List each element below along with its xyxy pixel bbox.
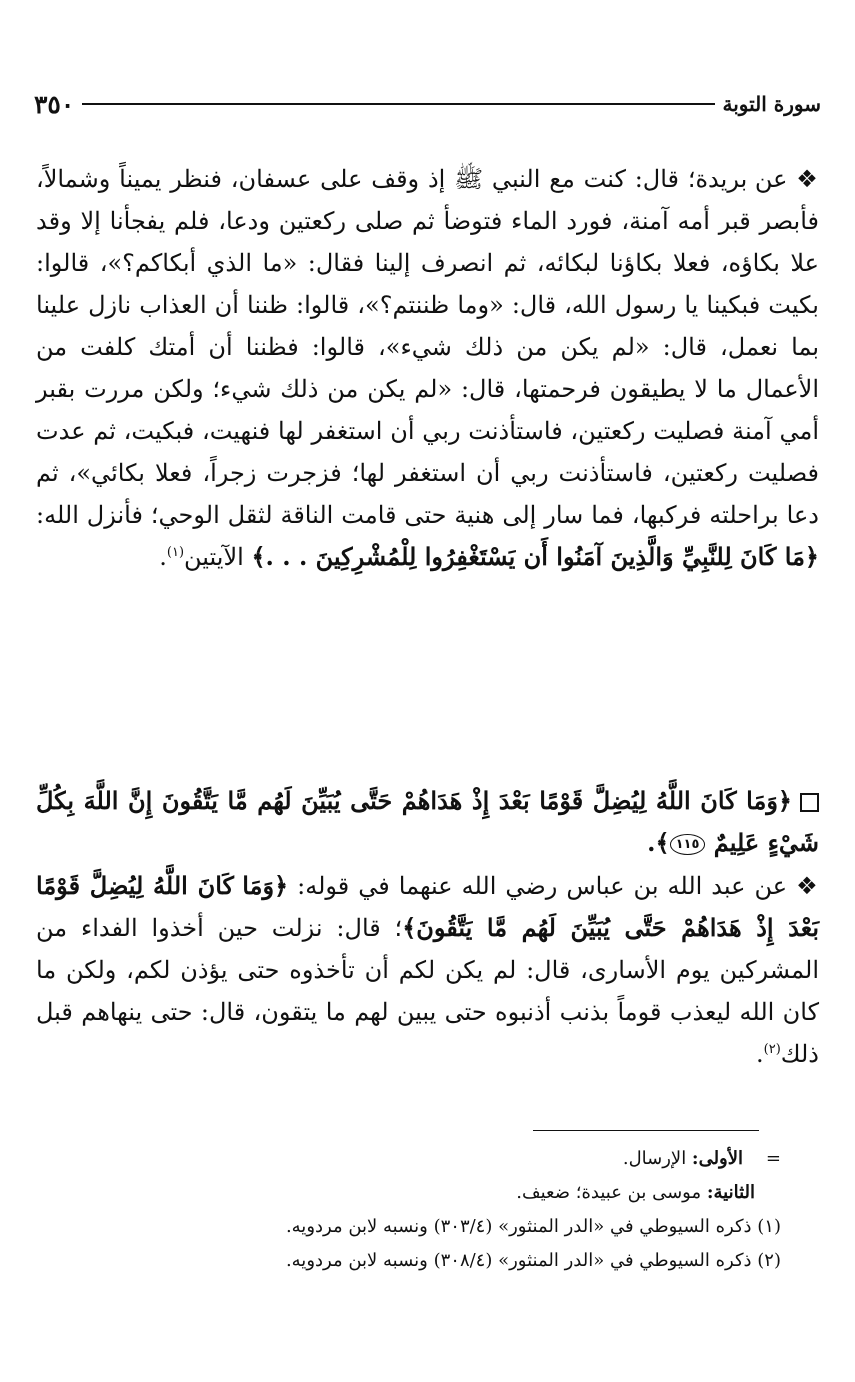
hadith-paragraph-2 — [36, 865, 819, 1075]
ayah-number-badge: ١١٥ — [670, 834, 706, 855]
paragraph-end: . — [159, 543, 167, 571]
verse-close: ﴾. — [647, 828, 670, 857]
hadith-text: عن بريدة؛ قال: كنت مع النبي ﷺ إذ وقف على عسفان، فنظر يميناً وشمالاً، فأبصر قبر أمه آمنة، فورد الماء فتوضأ ثم صلى ركعتين ودعا، فلم يفجأنا إلا وقد علا بكاؤه، فعلا بكاؤنا لبكائه، ثم انصرف إلينا فقال: «ما الذي أبكاكم؟»، قالوا: بكيت فبكينا يا رسول الله، قال: «وما ظننتم؟»، قالوا: ظننا أن العذاب نازل علينا بما نعمل، قال: «لم يكن من ذلك شيء»، قالوا: فظننا أن أمتك كلفت من الأعمال ما لا يطيقون فرحمتها، قال: «لم يكن من ذلك شيء؛ ولكن مررت بقبر أمي آمنة فصليت ركعتين، فاستأذنت ربي أن استغفر لها فنهيت، فبكيت، ثم عدت فصليت ركعتين، فاستأذنت ربي أن استغفر لها؛ فزجرت زجراً، فعلا بكائي»، ثم دعا براحلته فركبها، فما سار إلى هنية حتى قامت الناقة لثقل الوحي؛ فأنزل الله: — [36, 165, 820, 529]
paragraph-end: . — [755, 1040, 764, 1068]
footnote-text: موسى بن عبيدة؛ ضعيف. — [516, 1182, 707, 1203]
quran-quote: ﴿مَا كَانَ لِلنَّبِيِّ وَالَّذِينَ آمَنُوا أَن يَسْتَغْفِرُوا لِلْمُشْرِكِينَ . . .﴾ — [251, 542, 819, 571]
hadith-text: عن عبد الله بن عباس رضي الله عنهما في قوله: — [288, 872, 788, 900]
verse-block — [36, 780, 819, 864]
page-header — [34, 84, 821, 124]
footnote-text: الإرسال. — [622, 1148, 692, 1169]
page-number: ٣٥٠ — [34, 89, 75, 119]
verse-square-icon — [800, 793, 819, 812]
verse-text: ﴿وَمَا كَانَ اللَّهُ لِيُضِلَّ قَوْمًا بَعْدَ إِذْ هَدَاهُمْ حَتَّى يُبَيِّنَ لَهُم مَّا يَتَّقُونَ إِنَّ اللَّهَ بِكُلِّ شَيْءٍ عَلِيمٌ — [36, 786, 819, 857]
paragraph-marker-icon: ❖ — [796, 872, 819, 900]
footnote-2: (٢) ذكره السيوطي في «الدر المنثور» (٣٠٨/٤) ونسبه لابن مردويه. — [285, 1250, 781, 1271]
footnote-label: الثانية: — [706, 1182, 755, 1203]
paragraph-marker-icon: ❖ — [796, 165, 820, 193]
footnote-ref-1: (١) — [166, 545, 185, 560]
hadith-text-tail: الآيتين — [184, 543, 252, 571]
footnote-label: الأولى: — [691, 1148, 744, 1169]
continuation-marker: = — [765, 1148, 781, 1169]
footnote-continued-2 — [36, 1176, 781, 1210]
footnotes — [36, 1142, 781, 1278]
footnote-rule — [533, 1130, 759, 1131]
surah-title: سورة التوبة — [722, 92, 821, 116]
footnote-ref-2: (٢) — [763, 1042, 781, 1057]
quran-quote: ﴿وَمَا كَانَ اللَّهُ لِيُضِلَّ قَوْمًا بَعْدَ إِذْ هَدَاهُمْ حَتَّى يُبَيِّنَ لَهُم مَّا يَتَّقُونَ﴾ — [36, 871, 820, 942]
hadith-text-tail: ؛ قال: نزلت حين أخذوا الفداء من المشركين يوم الأسارى، قال: لم يكن لكم أن تأخذوه حتى يؤذن لكم، ولكن ما كان الله ليعذب قوماً بذنب أذنبوه حتى يبين لهم ما يتقون، قال: حتى ينهاهم قبل ذلك — [36, 914, 819, 1068]
header-rule — [82, 103, 714, 105]
footnote-continued-1 — [36, 1142, 781, 1176]
hadith-paragraph-1 — [36, 158, 819, 578]
footnote-1: (١) ذكره السيوطي في «الدر المنثور» (٣٠٣/٤) ونسبه لابن مردويه. — [285, 1216, 781, 1237]
